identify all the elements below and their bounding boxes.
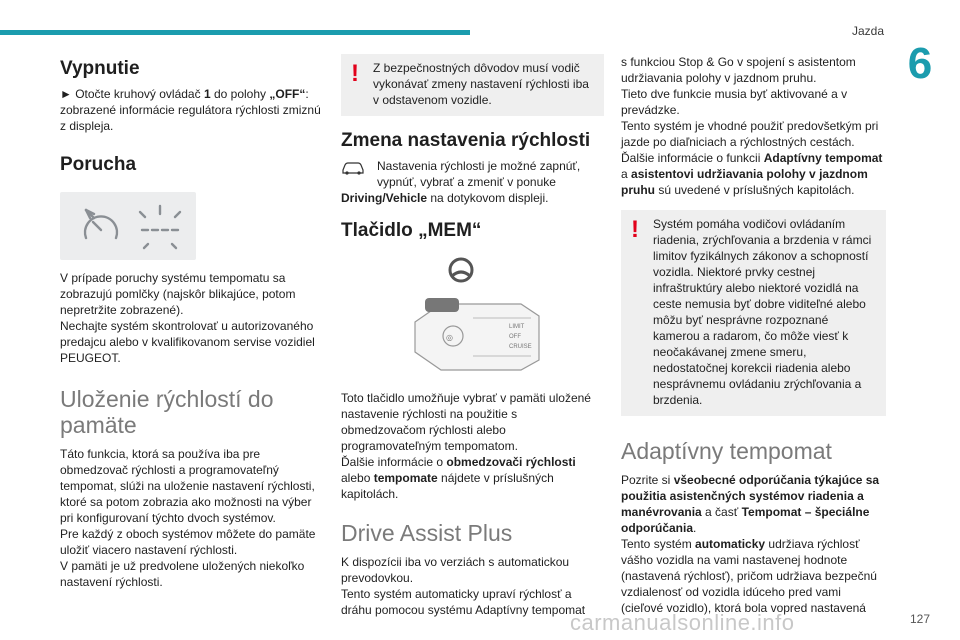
paragraph-memory-2: Pre každý z oboch systémov môžete do pamäte uložiť viacero nastavení rýchlosti. bbox=[60, 527, 316, 557]
column-3 bbox=[621, 54, 886, 624]
paragraph-off-instruction: ► Otočte kruhový ovládač 1 do polohy „OFF“: zobrazené informácie regulátora rýchlosti zmiznú z displeja. bbox=[60, 87, 321, 133]
stalk-label-cruise: CRUISE bbox=[509, 344, 532, 350]
heading-mem: Tlačidlo „MEM“ bbox=[341, 220, 482, 241]
stalk-labels bbox=[509, 322, 532, 352]
warning-text: Z bezpečnostných dôvodov musí vodič vykonávať zmeny nastavení rýchlosti iba v odstavenom vozidle. bbox=[373, 61, 589, 107]
warning-exclamation-icon: ! bbox=[351, 60, 359, 87]
heading-memory: Uloženie rýchlostí do pamäte bbox=[60, 386, 274, 438]
column-2 bbox=[341, 54, 604, 626]
paragraph-change: Nastavenia rýchlosti je možné zapnúť, vypnúť, vybrať a zmeniť v ponuke Driving/Vehicle na dotykovom displeji. bbox=[341, 159, 581, 205]
heading-porucha: Porucha bbox=[60, 154, 137, 175]
heading-vypnutie: Vypnutie bbox=[60, 58, 140, 79]
stalk-label-limit: LIMIT bbox=[509, 324, 525, 330]
mem-button bbox=[425, 298, 459, 312]
paragraph-acc-2: Tento systém automaticky udržiava rýchlosť vášho vozidla na vami nastavenej hodnote (nastavená rýchlosť), pričom udržiava bezpečnú vzdialenosť od vozidla idúceho pred vami (cieľové vozidlo), ktorá bola vopred nastavená bbox=[621, 537, 877, 615]
cruise-fault-dashes-icon bbox=[60, 192, 196, 260]
warning-box bbox=[341, 54, 604, 116]
paragraph-memory-3: V pamäti je už predvolene uložených niekoľko nastavení rýchlosti. bbox=[60, 559, 305, 589]
paragraph-fault-2: Nechajte systém skontrolovať u autorizovaného predajcu alebo v kvalifikovanom servise vozidiel PEUGEOT. bbox=[60, 319, 315, 365]
section-label: Jazda bbox=[851, 24, 884, 38]
paragraph-dap-2: Tento systém automaticky upraví rýchlosť a dráhu pomocou systému Adaptívny tempomat bbox=[341, 587, 586, 617]
paragraph-dap-1: K dispozícii iba vo verziách s automatickou prevodovkou. bbox=[341, 555, 570, 585]
warning-exclamation-icon: ! bbox=[631, 216, 639, 243]
page-number: 127 bbox=[909, 612, 930, 626]
stalk-label-off: OFF bbox=[509, 334, 521, 340]
paragraph-fault-1: V prípade poruchy systému tempomatu sa zobrazujú pomlčky (najskôr blikajúce, potom nepretržite zobrazené). bbox=[60, 271, 296, 317]
heading-drive-assist: Drive Assist Plus bbox=[341, 520, 513, 546]
mem-stalk-illustration bbox=[401, 256, 551, 376]
steering-wheel-icon bbox=[450, 259, 472, 281]
paragraph-stopgo: s funkciou Stop & Go v spojení s asistentom udržiavania polohy v jazdnom pruhu. bbox=[621, 55, 856, 85]
paragraph-acc-1: Pozrite si všeobecné odporúčania týkajúce sa použitia asistenčných systémov riadenia a manévrovania a časť Tempomat – špeciálne odporúčania. bbox=[621, 473, 880, 535]
paragraph-active: Tieto dve funkcie musia byť aktivované a v prevádzke. bbox=[621, 87, 848, 117]
car-icon bbox=[341, 160, 365, 176]
warning-box-system bbox=[621, 210, 886, 416]
chapter-accent-bar bbox=[0, 30, 470, 35]
watermark: carmanualsonline.info bbox=[570, 610, 795, 635]
paragraph-mem-2: Ďalšie informácie o obmedzovači rýchlosti alebo tempomate nájdete v príslušných kapitolách. bbox=[341, 455, 576, 501]
warning-system-text: Systém pomáha vodičovi ovládaním riadenia, zrýchľovania a brzdenia v rámci limitov fyzikálnych zákonov a schopností vozidla. Niektoré prvky cestnej infraštruktúry alebo niektoré vozidlá na ceste nemusia byť dobre viditeľné alebo môžu byť nesprávne rozpoznané kamerou a radarom, čo môže viesť k neočakávanej zmene smeru, nedostatočnej korekcii riadenia alebo nesprávnemu ovládaniu zrýchľovania a brzdenia. bbox=[653, 217, 872, 407]
paragraph-mem-1: Toto tlačidlo umožňuje vybrať v pamäti uložené nastavenie rýchlosti na použitie s obmedzovačom rýchlosti alebo programovateľným tempomatom. bbox=[341, 391, 591, 453]
heading-zmena: Zmena nastavenia rýchlosti bbox=[341, 130, 591, 151]
paragraph-memory-1: Táto funkcia, ktorá sa používa iba pre obmedzovač rýchlosti a programovateľný tempomat, slúži na uloženie nastavení rýchlosti, ktoré sa potom zobrazia ako možnosti na výber pri konfigurovaní týchto dvoch systémov. bbox=[60, 447, 315, 525]
column-1 bbox=[60, 54, 322, 598]
fault-display-illustration bbox=[60, 192, 196, 260]
heading-adaptive-cruise: Adaptívny tempomat bbox=[621, 438, 832, 464]
paragraph-usage: Tento systém je vhodné použiť predovšetkým pri jazde po diaľniciach a rýchlostných cestách. Ďalšie informácie o funkcii Adaptívny tempomat a asistentovi udržiavania polohy v jazdnom pruhu sú uvedené v príslušných kapitolách. bbox=[621, 119, 883, 197]
chapter-number: 6 bbox=[907, 39, 933, 88]
svg-text:◎: ◎ bbox=[446, 333, 453, 342]
